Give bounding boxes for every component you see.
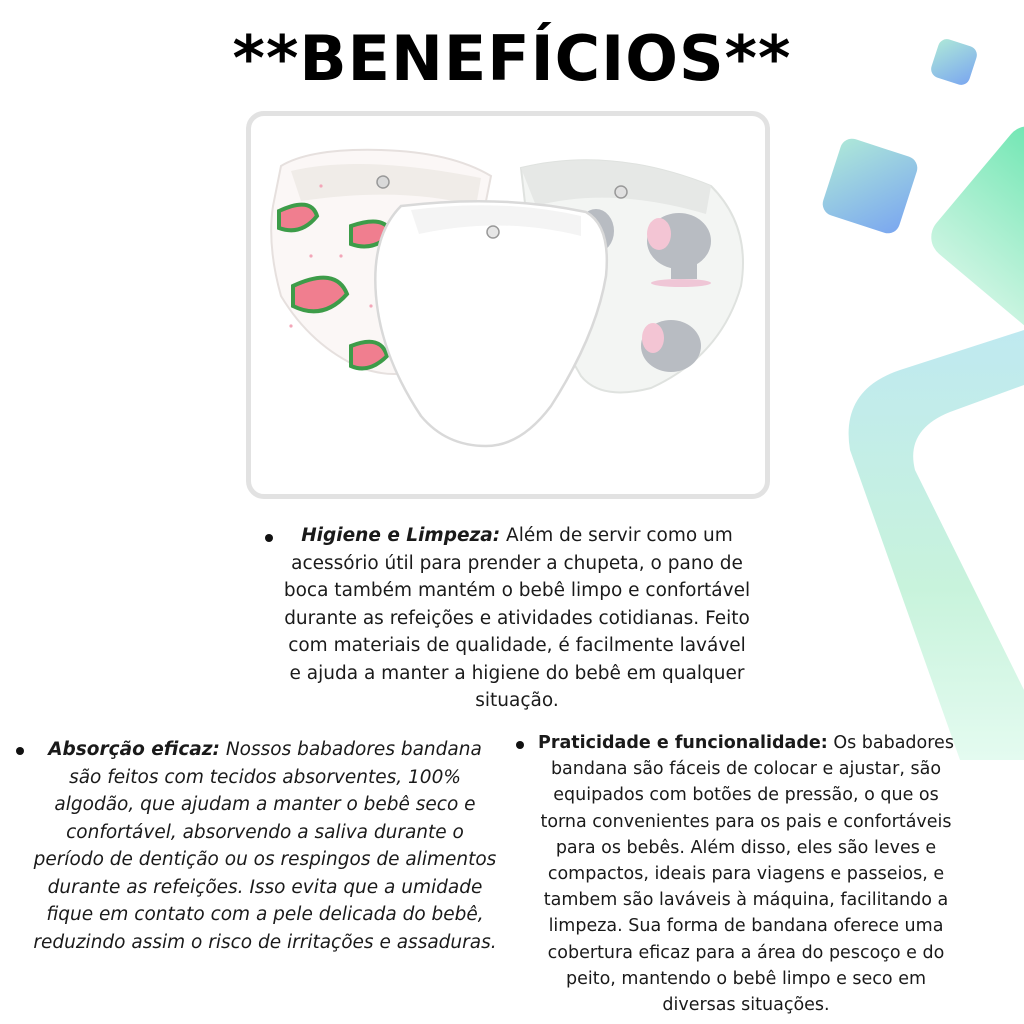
benefit-practicality-label: Praticidade e funcionalidade: bbox=[538, 733, 828, 753]
rounded-band-deco bbox=[849, 330, 1024, 760]
bullet-icon bbox=[265, 534, 273, 542]
benefit-hygiene-text: Além de servir como um acessório útil para prender a chupeta, o pano de boca também mantém o bebê limpo e confortável durante as refeições e atividades cotidianas. Feito com materiais de qualidade, é facilmente lavável e ajuda a manter a higiene do bebê em qualquer situação. bbox=[283, 525, 751, 711]
benefit-hygiene bbox=[282, 522, 752, 715]
benefit-hygiene-label: Higiene e Limpeza: bbox=[301, 525, 501, 546]
bibs-illustration bbox=[251, 116, 765, 494]
product-photo bbox=[246, 111, 770, 499]
medium-square-deco bbox=[820, 136, 921, 237]
page-title: **BENEFÍCIOS** bbox=[232, 22, 792, 95]
benefit-absorption bbox=[30, 736, 500, 956]
bullet-icon bbox=[16, 747, 24, 755]
plain-white-bib bbox=[375, 201, 607, 446]
bullet-icon bbox=[516, 741, 524, 749]
benefit-practicality-text: Os babadores bandana são fáceis de colocar e ajustar, são equipados com botões de pressão, o que os torna convenientes para os pais e confortáveis para os bebês. Além disso, eles são leves e compactos, ideais para viagens e passeios, e tambem são laváveis à máquina, facilitando a limpeza. Sua forma de bandana oferece uma cobertura eficaz para a área do pescoço e do peito, mantendo o bebê limpo e seco em diversas situações. bbox=[540, 733, 954, 1016]
benefit-absorption-label: Absorção eficaz: bbox=[48, 739, 220, 760]
benefit-absorption-text: Nossos babadores bandana são feitos com tecidos absorventes, 100% algodão, que ajudam a manter o bebê seco e confortável, absorvendo a saliva durante o período de dentição ou os respingos de alimentos durante as refeições. Isso evita que a umidade fique em contato com a pele delicada do bebê, reduzindo assim o risco de irritações e assaduras. bbox=[33, 739, 497, 953]
benefit-practicality bbox=[532, 730, 960, 1018]
large-green-square-deco bbox=[922, 117, 1024, 342]
